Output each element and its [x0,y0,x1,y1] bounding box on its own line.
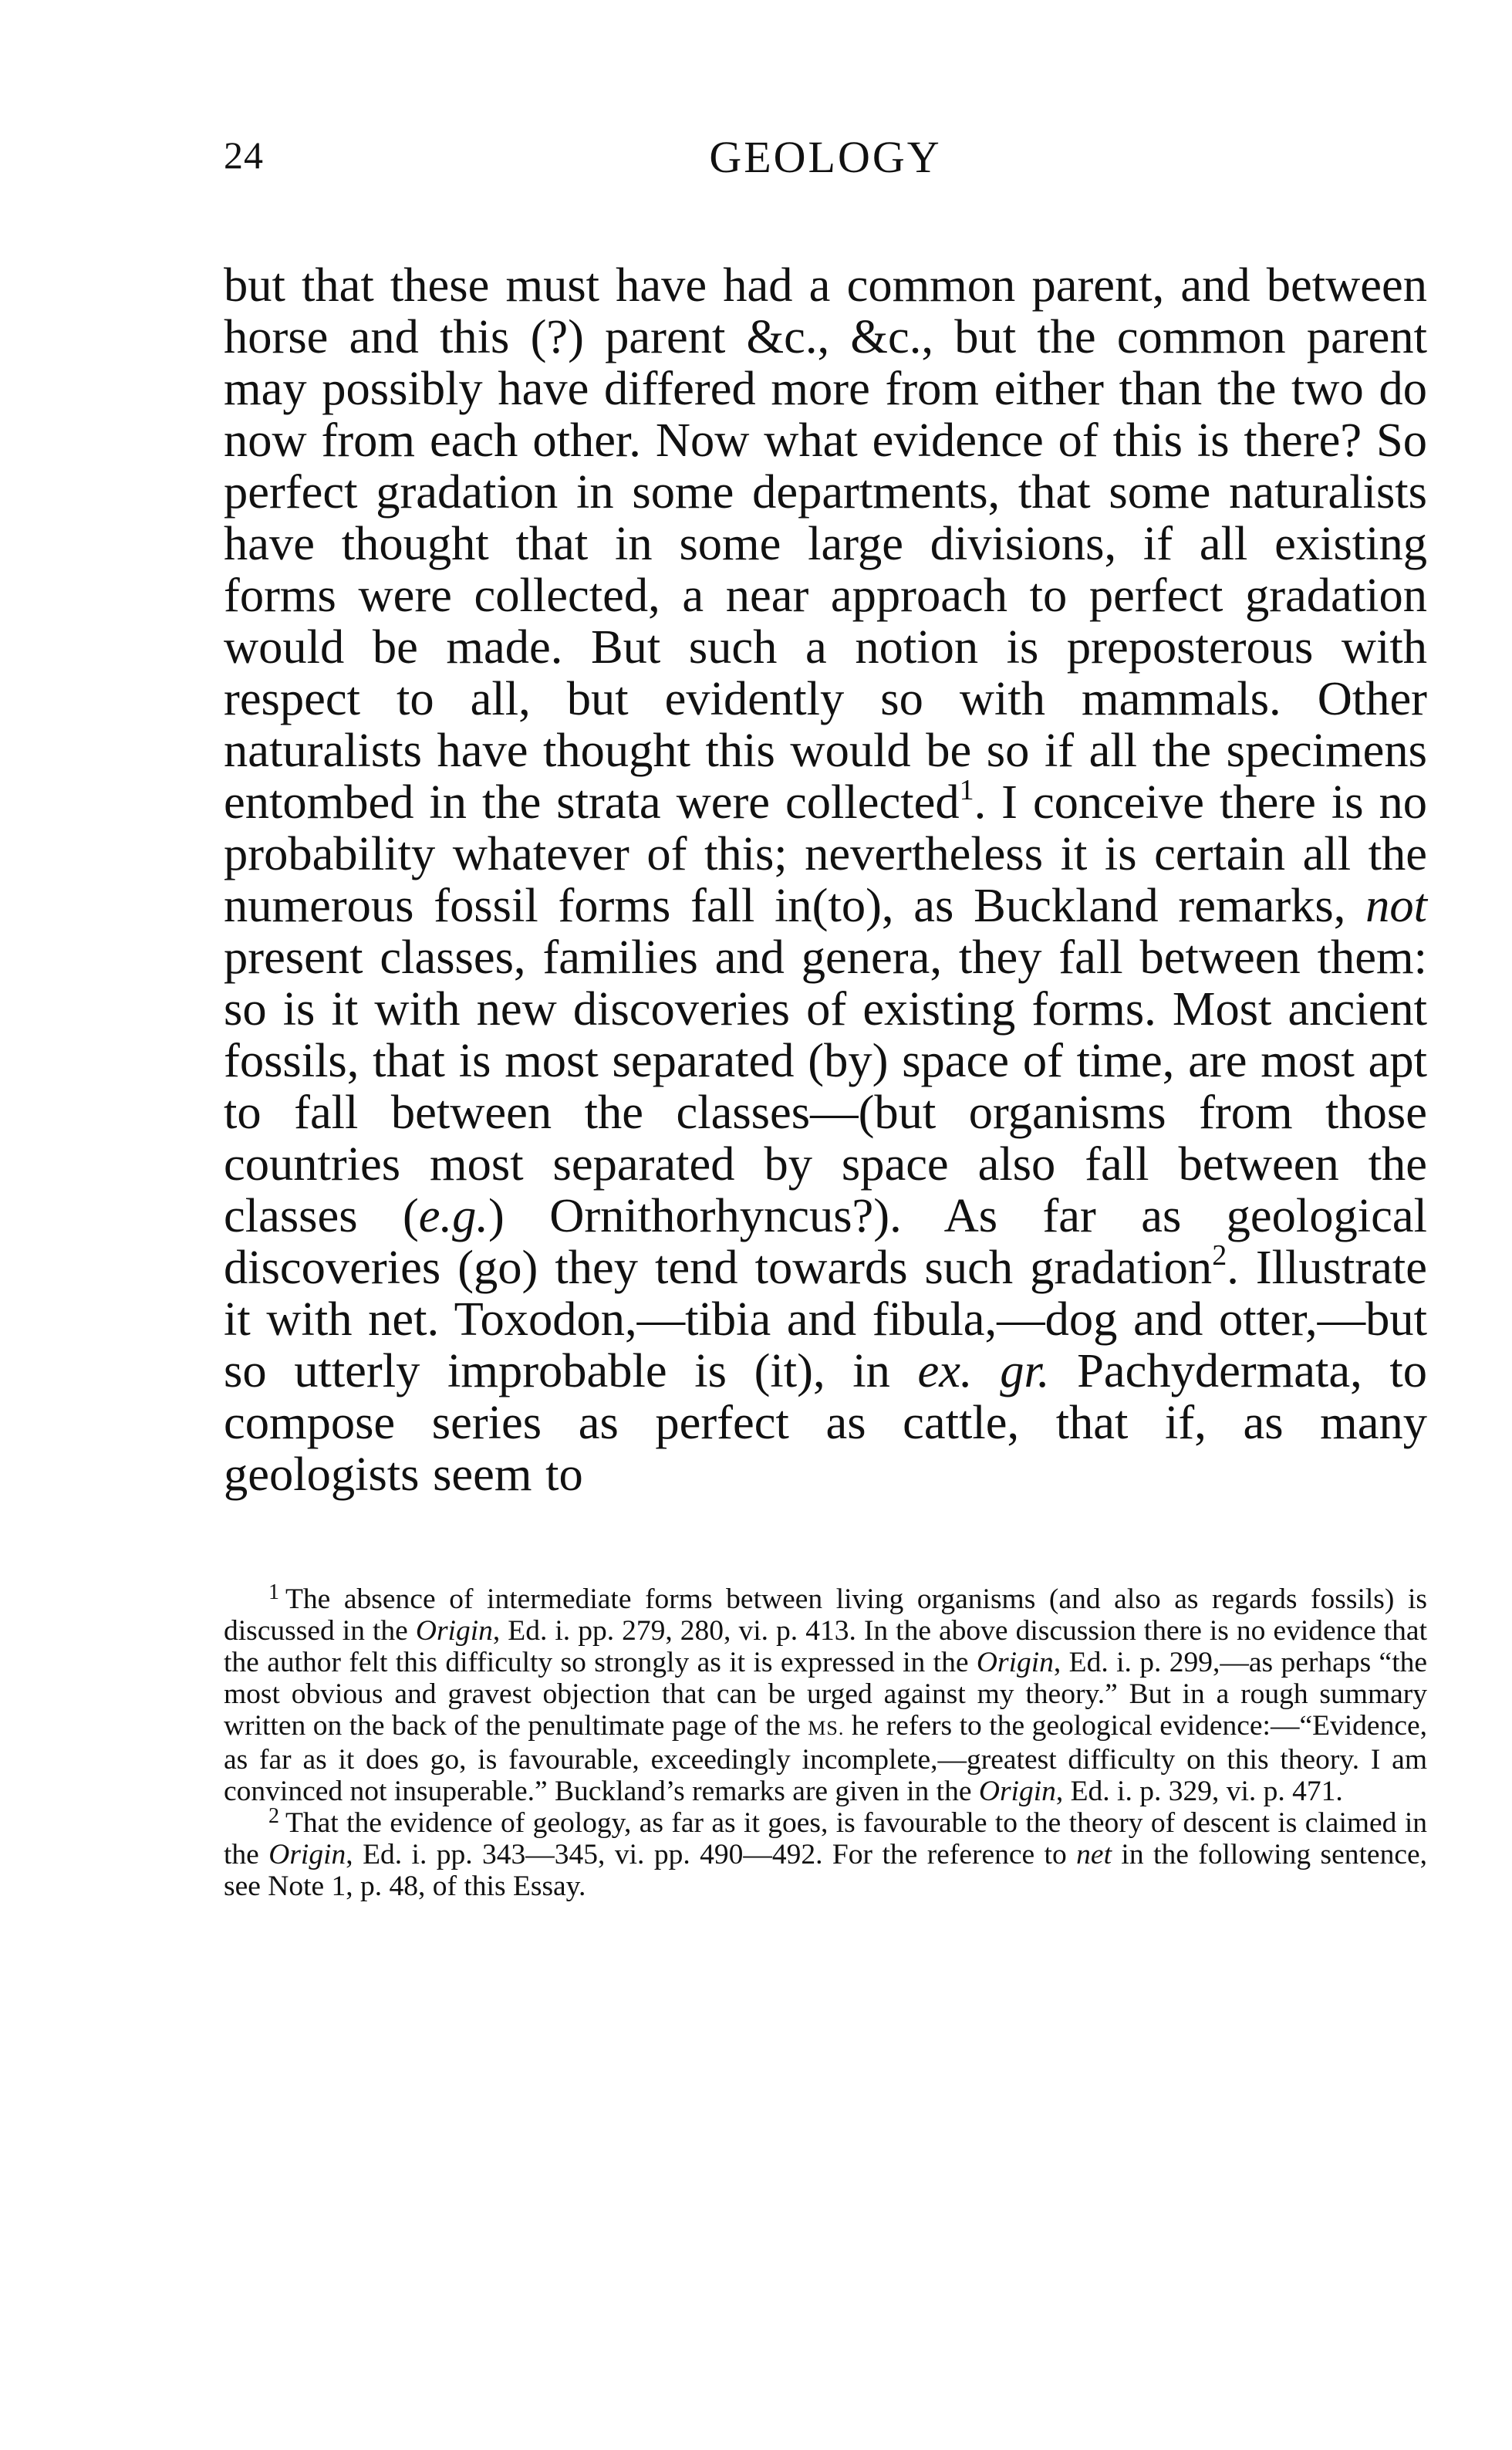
body-text-segment: but that these must have had a common parent, and between horse and this (?) parent &c., &c., but the common parent may possibly have differed more from either than the two do now from each other. Now what evidence of this is there? So perfect gradation in some departments, that some naturalists have thought that in some large divisions, if all existing forms were collected, a near approach to perfect gradation would be made. But such a notion is preposterous with respect to all, but evidently so with mammals. Other naturalists have thought this would be so if all the specimens entombed in the strata were collected [224,258,1427,829]
italic-title: Origin [976,1647,1054,1678]
footnote-1 [224,1580,1428,1807]
body-text-segment: Pachydermata, to compose series as perfect as cattle, that if, as many geologists seem to [224,1343,1427,1501]
italic-eg: e.g. [418,1188,489,1242]
italic-net: net [1076,1839,1112,1870]
book-page [224,116,1427,1902]
running-head: GEOLOGY [709,132,942,182]
footnote-text: , Ed. i. p. 299,—as perhaps “the most obvious and gravest objection that can be urged against my theory.” But in a rough summary written on the back of the penultimate page of the [224,1647,1428,1742]
footnote-text: in the following sentence, see Note 1, p. 48, of this Essay. [224,1839,1427,1902]
body-text-segment: . Illustrate it with net. Toxodon,—tibia and fibula,—dog and otter,—but so utterly improbable is (it), in [224,1240,1427,1397]
footnote-text: That the evidence of geology, as far as it goes, is favourable to the theory of descent is claimed in the [224,1807,1427,1870]
footnote-text: , Ed. i. p. 329, vi. p. 471. [1055,1776,1343,1807]
footnote-text: , Ed. i. pp. 343—345, vi. pp. 490—492. For the reference to [346,1839,1077,1870]
footnote-2 [224,1804,1427,1902]
italic-title: Origin [268,1839,346,1870]
body-paragraph [224,259,1427,1500]
body-text-segment: ) Ornithorhyncus?). As far as geological discoveries (go) they tend towards such gradation [224,1188,1427,1294]
footnote-text: he refers to the geological evidence:—“Evidence, as far as it does go, is favourable, exceedingly incomplete,—greatest difficulty on this theory. I am convinced not insuperable.” Buckland’s remarks are given in the [224,1710,1427,1807]
italic-not: not [1365,878,1427,932]
footnote-marker: 1 [268,1580,279,1604]
italic-title: Origin [978,1776,1056,1807]
body-text-segment: . I conceive there is no probability whatever of this; nevertheless it is certain all the numerous fossil forms fall in(to), as Buckland remarks, [224,775,1427,932]
page-number: 24 [224,133,264,177]
footnote-ref-2: 2 [1212,1239,1227,1272]
footnote-text: , Ed. i. pp. 279, 280, vi. p. 413. In the above discussion there is no evidence that the author felt this difficulty so strongly as it is expressed in the [224,1615,1427,1678]
footnote-ref-1: 1 [959,774,974,806]
italic-ex-gr: ex. gr. [917,1343,1050,1397]
small-caps-ms: MS. [808,1717,845,1739]
footnote-marker: 2 [268,1804,279,1828]
footnotes [224,1580,1428,1902]
italic-title: Origin [415,1615,493,1647]
body-text-segment: present classes, families and genera, they fall between them: so is it with new discoveries of existing forms. Most ancient fossils, that is most separated (by) space of time, are most apt to fall between the classes—(but organisms from those countries most separated by space also fall between the classes ( [224,930,1427,1242]
footnote-text: The absence of intermediate forms between living organisms (and also as regards fossils) is discussed in the [224,1583,1427,1647]
page-header [224,116,1427,201]
